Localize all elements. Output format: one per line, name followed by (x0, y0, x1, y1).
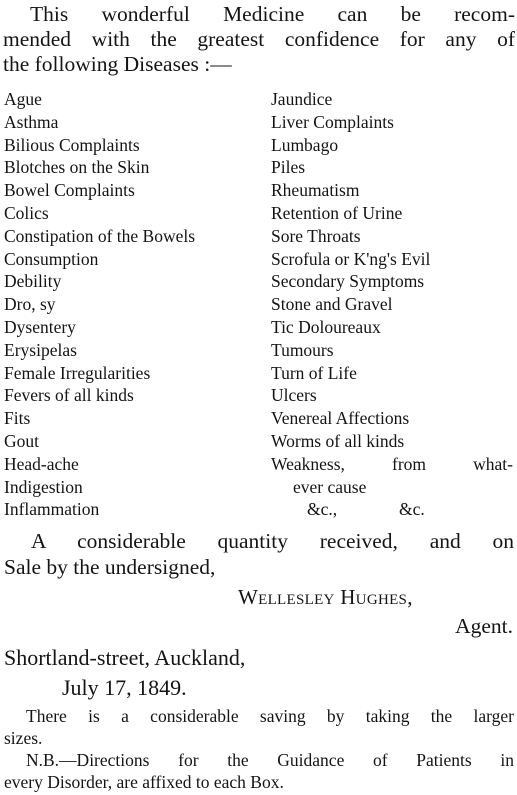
signature-name: Wellesley Hughes, (238, 585, 413, 609)
disease-item-weakness: Weakness, from what- (271, 453, 513, 474)
disease-column-right (271, 88, 513, 521)
disease-item: Worms of all kinds (271, 430, 405, 451)
sale-line: A considerable quantity received, and on (31, 529, 514, 553)
disease-item: Tumours (271, 339, 334, 360)
disease-item: Piles (271, 157, 306, 178)
disease-item: Blotches on the Skin (4, 157, 150, 178)
saving-note-line: There is a considerable saving by taking the larger (26, 706, 514, 726)
disease-item: Scrofula or K'ng's Evil (271, 248, 431, 269)
disease-item: Head-ache (4, 453, 79, 474)
intro-paragraph (3, 2, 515, 77)
disease-item: Turn of Life (271, 362, 357, 383)
disease-item: Secondary Symptoms (271, 271, 425, 292)
sale-line: Sale by the undersigned, (4, 555, 216, 579)
place-line: Shortland-street, Auckland, (4, 645, 246, 670)
disease-item: Dro, sy (4, 294, 56, 315)
disease-item: Inflammation (4, 499, 100, 520)
disease-item: Constipation of the Bowels (4, 225, 196, 246)
directions-note-line: N.B.—Directions for the Guidance of Patients in (26, 750, 514, 770)
disease-item: Consumption (4, 248, 99, 269)
signature-role: Agent. (455, 614, 513, 638)
disease-item: Ague (4, 89, 42, 109)
disease-item: Lumbago (271, 134, 339, 155)
disease-item: Ulcers (271, 385, 317, 406)
disease-item: Rheumatism (271, 180, 360, 201)
disease-item: Debility (4, 271, 62, 292)
disease-item: Venereal Affections (271, 408, 410, 429)
disease-item: Fits (4, 408, 31, 429)
disease-item: Colics (4, 202, 49, 223)
disease-item: Female Irregularities (4, 362, 151, 383)
sale-paragraph (4, 528, 514, 580)
disease-item: Liver Complaints (271, 111, 394, 132)
directions-note (4, 749, 514, 793)
disease-item: Jaundice (271, 89, 333, 109)
date-line: July 17, 1849. (62, 675, 187, 700)
disease-item: Gout (4, 430, 39, 451)
disease-item: Retention of Urine (271, 202, 403, 223)
disease-item: Erysipelas (4, 339, 77, 360)
disease-item: Indigestion (4, 476, 83, 497)
directions-note-line: every Disorder, are affixed to each Box. (4, 772, 284, 792)
disease-item: Dysentery (4, 316, 76, 337)
saving-note-line: sizes. (4, 728, 43, 748)
disease-item: Asthma (4, 111, 59, 132)
intro-line: mended with the greatest confidence for any of (3, 27, 515, 51)
etcetera: &c. (399, 499, 425, 520)
disease-item: Sore Throats (271, 225, 361, 246)
disease-item-weakness-cont: ever cause (293, 476, 367, 497)
disease-item: Tic Doloureaux (271, 316, 381, 337)
disease-item: Bowel Complaints (4, 180, 135, 201)
etcetera-line (271, 498, 513, 521)
intro-line: This wonderful Medicine can be recom- (30, 2, 515, 26)
etcetera: &c., (307, 499, 338, 520)
disease-item: Stone and Gravel (271, 294, 393, 315)
intro-line: the following Diseases :— (3, 52, 232, 76)
disease-column-left (4, 88, 195, 521)
disease-item: Fevers of all kinds (4, 385, 134, 406)
saving-note (4, 705, 514, 749)
disease-item: Bilious Complaints (4, 134, 140, 155)
